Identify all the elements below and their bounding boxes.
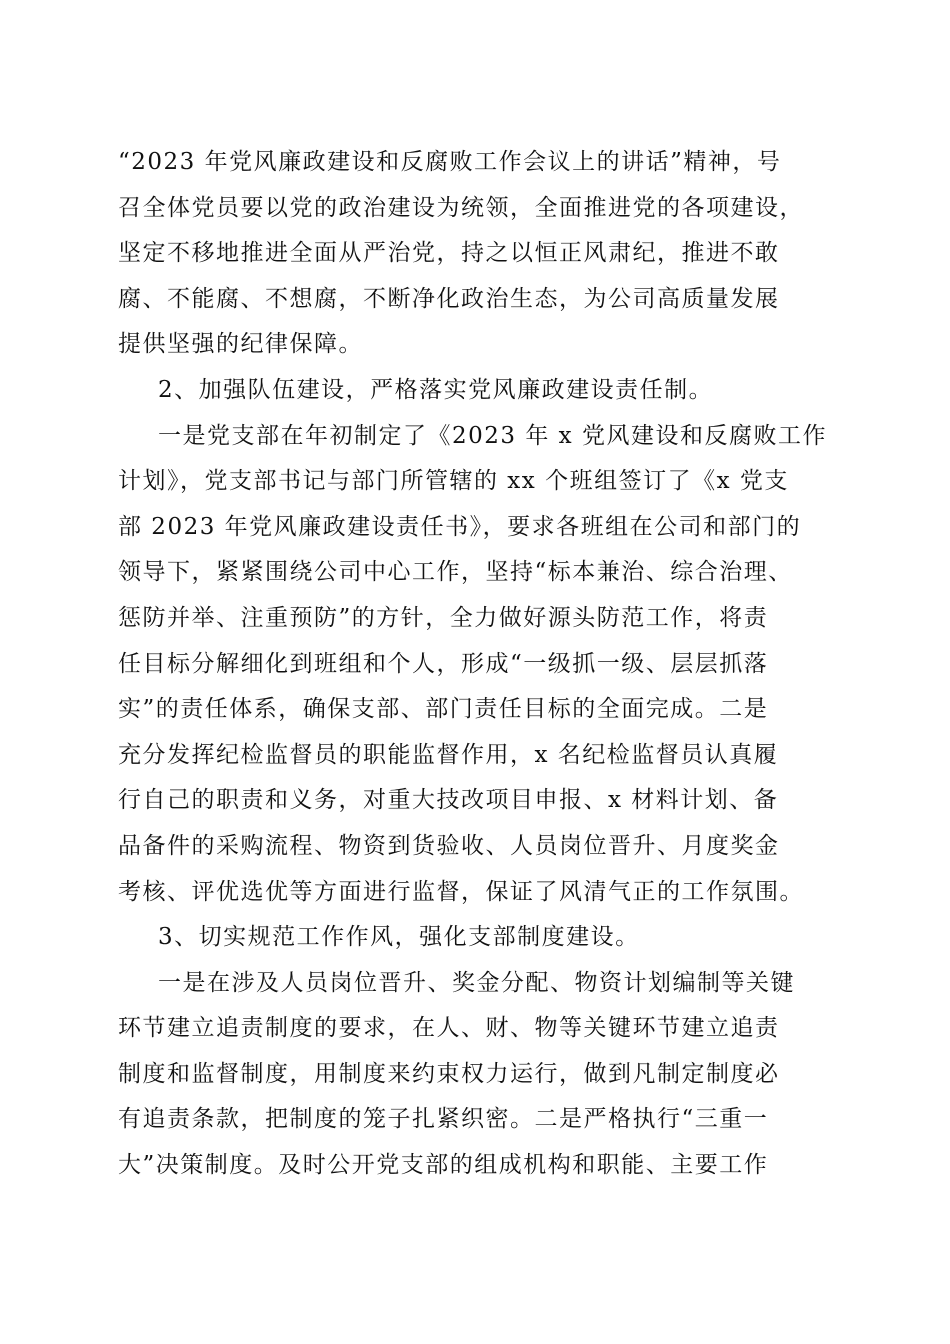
text-line: 实”的责任体系，确保支部、部门责任目标的全面完成。二是 (118, 696, 769, 723)
text-line: “2023 年党风廉政建设和反腐败工作会议上的讲话”精神，号 (118, 149, 782, 175)
text-line: 召全体党员要以党的政治建设为统领，全面推进党的各项建设， (118, 194, 804, 221)
text-line: 惩防并举、注重预防”的方针，全力做好源头防范工作，将责 (118, 604, 769, 631)
text-line: 品备件的采购流程、物资到货验收、人员岗位晋升、月度奖金 (118, 832, 780, 859)
document-body (118, 140, 836, 1189)
text-line: 制度和监督制度，用制度来约束权力运行，做到凡制定制度必 (118, 1060, 780, 1087)
text-line: 一是党支部在年初制定了《2023 年 x 党风建设和反腐败工作 (158, 422, 827, 449)
text-line: 2、加强队伍建设，严格落实党风廉政建设责任制。 (158, 376, 714, 403)
text-line: 充分发挥纪检监督员的职能监督作用，x 名纪检监督员认真履 (118, 741, 779, 768)
text-line: 部 2023 年党风廉政建设责任书》，要求各班组在公司和部门的 (118, 513, 802, 540)
text-line: 大”决策制度。及时公开党支部的组成机构和职能、主要工作 (118, 1152, 769, 1179)
text-line: 计划》，党支部书记与部门所管辖的 xx 个班组签订了《x 党支 (118, 468, 789, 495)
text-line: 坚定不移地推进全面从严治党，持之以恒正风肃纪，推进不敢 (118, 240, 780, 267)
text-line: 3、切实规范工作作风，强化支部制度建设。 (158, 924, 640, 951)
text-line: 考核、评优选优等方面进行监督，保证了风清气正的工作氛围。 (118, 878, 804, 905)
text-line: 环节建立追责制度的要求，在人、财、物等关键环节建立追责 (118, 1015, 780, 1042)
text-line: 一是在涉及人员岗位晋升、奖金分配、物资计划编制等关键 (158, 969, 795, 996)
text-line: 任目标分解细化到班组和个人，形成“一级抓一级、层层抓落 (118, 650, 769, 677)
text-line: 提供坚强的纪律保障。 (118, 331, 363, 358)
text-line: 领导下，紧紧围绕公司中心工作，坚持“标本兼治、综合治理、 (118, 559, 793, 586)
text-line: 腐、不能腐、不想腐，不断净化政治生态，为公司高质量发展 (118, 285, 780, 312)
text-line: 有追责条款，把制度的笼子扎紧织密。二是严格执行“三重一 (118, 1106, 769, 1133)
text-line: 行自己的职责和义务，对重大技改项目申报、x 材料计划、备 (118, 787, 779, 814)
